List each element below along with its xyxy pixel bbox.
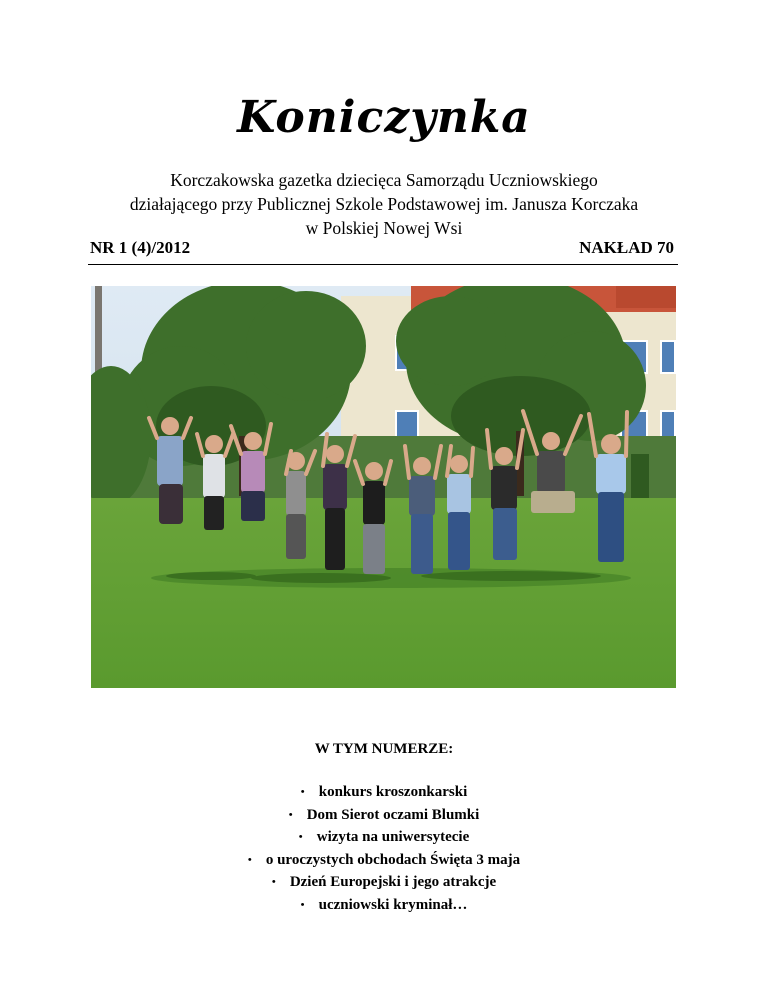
contents-item-label: wizyta na uniwersytecie (316, 829, 470, 845)
publisher-description (0, 168, 768, 240)
contents-item-label: konkurs kroszonkarski (318, 784, 468, 800)
issue-number: NR 1 (4)/2012 (90, 238, 191, 257)
subtitle-line-1: Korczakowska gazetka dziecięca Samorządu Uczniowskiego (170, 170, 598, 190)
bullet-icon: • (298, 831, 303, 843)
subtitle-line-3: w Polskiej Nowej Wsi (305, 218, 463, 238)
subtitle-line-2: działającego przy Publicznej Szkole Podstawowej im. Janusza Korczaka (129, 194, 639, 214)
cover-photo-illustration (91, 286, 676, 688)
list-item (0, 826, 768, 849)
bullet-icon: • (247, 853, 252, 866)
newspaper-title: Koniczynka (237, 92, 531, 143)
contents-item-label: uczniowski kryminał… (318, 896, 468, 913)
contents-item-label: Dom Sierot oczami Blumki (306, 806, 480, 823)
issue-info-row (88, 238, 678, 265)
contents-heading: W TYM NUMERZE: (314, 741, 454, 757)
contents-item-label: o uroczystych obchodach Święta 3 maja (265, 851, 521, 868)
cover-photo (91, 286, 676, 688)
contents-list (0, 781, 768, 916)
list-item (0, 804, 768, 827)
bullet-icon: • (288, 808, 293, 821)
contents-item-label: Dzień Europejski i jego atrakcje (289, 874, 497, 890)
list-item (0, 871, 768, 894)
bullet-icon: • (271, 876, 276, 888)
list-item (0, 781, 768, 804)
bullet-icon: • (300, 786, 305, 798)
bullet-icon: • (300, 898, 305, 911)
circulation: NAKŁAD 70 (579, 238, 674, 257)
list-item (0, 894, 768, 917)
list-item (0, 849, 768, 872)
